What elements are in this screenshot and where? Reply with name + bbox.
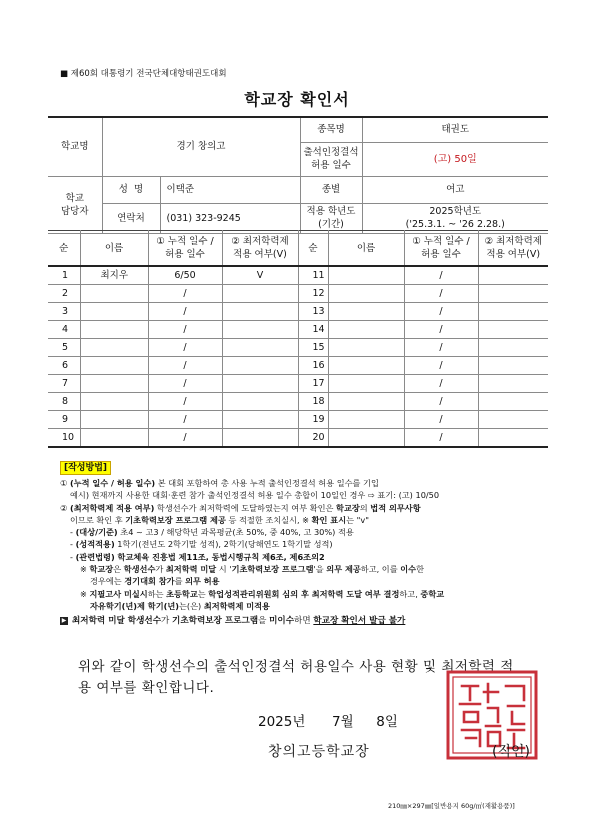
student-name (328, 266, 404, 285)
seal-label: (직인) (492, 744, 530, 760)
inst-l7b: (관련법령) 학교체육 진흥법 제11조, 동법시행규칙 제6조, 제6조의2 (75, 551, 325, 562)
header-name: 이름 (80, 231, 148, 267)
header-days-line2: 허용 일수 (165, 249, 205, 260)
student-name (328, 303, 404, 321)
min-academic-check (222, 429, 298, 448)
table-row (48, 303, 548, 321)
inst-l9d: 의무 허용 (185, 576, 220, 587)
header-no-2: 순 (298, 231, 328, 267)
event-value: 태권도 (362, 117, 548, 142)
header-check-2-line2: 적용 여부(V) (486, 249, 541, 260)
inst-l3b: (최저학력제 적용 여부) (69, 502, 155, 513)
inst-l8e: 가 (155, 564, 166, 575)
inst-l4a: 이므로 확인 후 (70, 514, 126, 525)
inst-l6b: (성적적용) (75, 539, 115, 550)
header-check-line1: ② 최저학력제 (231, 236, 289, 247)
header-check-2 (478, 231, 548, 267)
event-header-note: ■ 제60회 대통령기 전국단체대항태권도대회 (60, 69, 227, 79)
days-ratio: / (404, 429, 478, 448)
table-row (48, 375, 548, 393)
inst-l11c: 최저학력제 미적용 (203, 600, 270, 611)
school-label: 학교명 (48, 117, 102, 176)
inst-l4e: 는 "v" (346, 514, 370, 525)
manager-name-value: 이택준 (160, 176, 300, 203)
inst-l4c: 등 적절한 조치실시, ※ (225, 514, 312, 525)
student-name (328, 357, 404, 375)
inst-l9a: 경우에는 (90, 576, 125, 587)
inst-l5a: - (70, 527, 76, 538)
inst-l10c: 하는 (147, 588, 167, 599)
contact-value: (031) 323-9245 (160, 203, 300, 233)
student-name (80, 285, 148, 303)
row-number: 18 (298, 393, 328, 411)
min-academic-check (478, 285, 548, 303)
min-academic-check: V (222, 266, 298, 285)
student-name: 최지우 (80, 266, 148, 285)
days-ratio: 6/50 (148, 266, 222, 285)
row-number: 10 (48, 429, 80, 448)
date-year: 2025년 (258, 714, 306, 730)
row-number: 17 (298, 375, 328, 393)
notice-d: 을 (258, 616, 270, 627)
notice-b: 가 (161, 616, 173, 627)
inst-l1c: 본 대회 포함하여 총 사용 누적 출석인정결석 허용 일수를 기입 (155, 478, 379, 488)
year-value (362, 203, 548, 233)
notice-line (60, 615, 405, 627)
notice-a: 최저학력 미달 학생선수 (72, 616, 161, 627)
allow-days-label-line1: 출석인정결석 (303, 147, 359, 158)
min-academic-check (478, 393, 548, 411)
days-ratio: / (148, 393, 222, 411)
allow-days-label (300, 142, 362, 176)
min-academic-check (222, 357, 298, 375)
inst-l8g: 시 ' (216, 564, 232, 575)
days-ratio: / (148, 321, 222, 339)
inst-l8k: 하고, 이를 (360, 564, 401, 575)
inst-l10b: 지필고사 미실시 (89, 588, 148, 599)
date-month: 7월 (332, 714, 354, 730)
table-row (48, 266, 548, 285)
school-info-table (48, 116, 548, 234)
inst-l3c: 학생선수가 최저학력에 도달하였는지 여부 확인은 (154, 502, 337, 513)
days-ratio: / (404, 303, 478, 321)
days-ratio: / (404, 357, 478, 375)
student-name (328, 411, 404, 429)
inst-l6a: - (70, 539, 76, 550)
min-academic-check (478, 375, 548, 393)
row-number: 4 (48, 321, 80, 339)
header-days-line1: ① 누적 일수 / (156, 236, 214, 247)
table-row (48, 339, 548, 357)
inst-l7a: - (70, 551, 76, 562)
days-ratio: / (404, 339, 478, 357)
inst-l10g: 하고, (399, 588, 421, 599)
principal-title: 창의고등학교장 (268, 744, 370, 760)
header-days (148, 231, 222, 267)
inst-l11b: 는(은) (179, 600, 204, 611)
header-name-2: 이름 (328, 231, 404, 267)
student-name (80, 411, 148, 429)
min-academic-check (478, 266, 548, 285)
header-check (222, 231, 298, 267)
min-academic-check (478, 303, 548, 321)
student-name (80, 303, 148, 321)
year-value-line2: ('25.3.1. ~ '26 2.28.) (405, 219, 505, 230)
student-name (80, 357, 148, 375)
year-label (300, 203, 362, 233)
inst-l10h: 중학교 (420, 588, 445, 599)
notice-g: 학교장 확인서 발급 불가 (313, 616, 406, 627)
table-row (48, 357, 548, 375)
manager-name-label: 성 명 (102, 176, 160, 203)
notice-f: 하면 (294, 616, 314, 627)
notice-e: 미이수 (269, 616, 295, 627)
student-name (80, 339, 148, 357)
student-roster-table (48, 230, 548, 448)
table-row (48, 429, 548, 448)
row-number: 16 (298, 357, 328, 375)
min-academic-check (222, 375, 298, 393)
days-ratio: / (148, 303, 222, 321)
min-academic-check (222, 285, 298, 303)
notice-c: 기초학력보장 프로그램 (172, 616, 259, 627)
inst-l8f: 최저학력 미달 (165, 564, 217, 575)
school-value: 경기 창의고 (102, 117, 300, 176)
row-number: 6 (48, 357, 80, 375)
event-label: 종목명 (300, 117, 362, 142)
inst-l8d: 학생선수 (123, 564, 156, 575)
inst-l8i: '을 (313, 564, 327, 575)
inst-l4b: 기초학력보장 프로그램 제공 (125, 514, 226, 525)
gender-value: 여고 (362, 176, 548, 203)
days-ratio: / (148, 375, 222, 393)
row-number: 11 (298, 266, 328, 285)
min-academic-check (478, 357, 548, 375)
inst-l8c: 은 (113, 564, 124, 575)
inst-l8l: 이수 (400, 564, 417, 575)
min-academic-check (478, 321, 548, 339)
min-academic-check (222, 339, 298, 357)
student-name (328, 393, 404, 411)
row-number: 20 (298, 429, 328, 448)
header-days-2-line2: 허용 일수 (421, 249, 461, 260)
header-check-line2: 적용 여부(V) (233, 249, 287, 260)
student-name (328, 339, 404, 357)
row-number: 5 (48, 339, 80, 357)
row-number: 15 (298, 339, 328, 357)
contact-label: 연락처 (102, 203, 160, 233)
student-name (80, 321, 148, 339)
row-number: 12 (298, 285, 328, 303)
row-number: 1 (48, 266, 80, 285)
days-ratio: / (148, 285, 222, 303)
inst-l10a: ※ (80, 588, 90, 599)
table-row (48, 393, 548, 411)
allow-days-value: (고) 50일 (362, 142, 548, 176)
inst-l9b: 경기대회 참가 (124, 576, 175, 587)
inst-l1b: (누적 일수 / 허용 일수) (69, 478, 156, 488)
manager-label-line1: 학교 (65, 192, 84, 204)
row-number: 2 (48, 285, 80, 303)
table-row (48, 411, 548, 429)
page-title: 학교장 확인서 (244, 90, 350, 109)
inst-l10f: 학업성적관리위원회 심의 후 최저학력 도달 여부 결정 (208, 588, 400, 599)
student-name (328, 285, 404, 303)
roster-body (48, 266, 548, 447)
inst-l8a: ※ (80, 564, 90, 575)
year-value-line1: 2025학년도 (429, 206, 482, 217)
row-number: 19 (298, 411, 328, 429)
allow-days-label-line2: 허용 일수 (311, 160, 351, 171)
min-academic-check (478, 339, 548, 357)
inst-l6c: 1학기(전년도 2학기말 성적), 2학기(당해연도 1학기말 성적) (114, 539, 333, 550)
header-no: 순 (48, 231, 80, 267)
year-label-line1: 적용 학년도 (306, 206, 356, 217)
inst-l3f: 법적 의무사항 (370, 502, 421, 513)
table-row (48, 285, 548, 303)
header-days-2 (404, 231, 478, 267)
issue-date (258, 710, 398, 730)
row-number: 14 (298, 321, 328, 339)
days-ratio: / (148, 411, 222, 429)
student-name (328, 321, 404, 339)
paper-spec-footer: 210㎜×297㎜[일반용지 60g/㎡(재활용품)] (388, 802, 515, 810)
days-ratio: / (404, 285, 478, 303)
inst-l8b: 학교장 (89, 564, 114, 575)
inst-l9c: 를 (174, 576, 186, 587)
date-day: 8일 (376, 714, 398, 730)
student-name (328, 375, 404, 393)
days-ratio: / (404, 411, 478, 429)
inst-l10d: 초등학교 (166, 588, 198, 599)
days-ratio: / (148, 339, 222, 357)
inst-l4d: 확인 표시 (311, 514, 347, 525)
row-number: 9 (48, 411, 80, 429)
days-ratio: / (148, 357, 222, 375)
confirmation-statement: 위와 같이 학생선수의 출석인정결석 허용일수 사용 현황 및 최저학력 적용 여부를 확인합니다. (78, 659, 514, 696)
min-academic-check (222, 411, 298, 429)
inst-l10e: 는 (197, 588, 209, 599)
student-name (80, 429, 148, 448)
writing-instructions (60, 461, 546, 628)
min-academic-check (222, 303, 298, 321)
header-check-2-line1: ② 최저학력제 (484, 236, 542, 247)
row-number: 13 (298, 303, 328, 321)
row-number: 8 (48, 393, 80, 411)
row-number: 7 (48, 375, 80, 393)
year-label-line2: (기간) (318, 219, 344, 230)
days-ratio: / (404, 266, 478, 285)
student-name (80, 375, 148, 393)
days-ratio: / (404, 375, 478, 393)
inst-l3a: ② (60, 502, 70, 513)
manager-label-line2: 담당자 (60, 205, 89, 217)
inst-l1a: ① (60, 478, 70, 488)
min-academic-check (478, 429, 548, 448)
inst-l5b: (대상/기준) (75, 527, 118, 538)
student-name (328, 429, 404, 448)
inst-l8m: 한 (416, 564, 424, 575)
days-ratio: / (404, 393, 478, 411)
instructions-tag: [작성방법] (60, 461, 111, 475)
days-ratio: / (404, 321, 478, 339)
days-ratio: / (148, 429, 222, 448)
min-academic-check (222, 393, 298, 411)
inst-l5c: 초4 ~ 고3 / 해당학년 과목평균(초 50%, 중 40%, 고 30%) 적용 (117, 527, 354, 538)
inst-l8j: 의무 제공 (326, 564, 361, 575)
student-name (80, 393, 148, 411)
table-row (48, 321, 548, 339)
inst-l3e: 의 (359, 502, 371, 513)
min-academic-check (222, 321, 298, 339)
manager-label (48, 176, 102, 233)
gender-label: 종별 (300, 176, 362, 203)
min-academic-check (478, 411, 548, 429)
inst-l8h: 기초학력보장 프로그램 (231, 564, 314, 575)
inst-l2: 예시) 현재까지 사용한 대회·훈련 참가 출석인정결석 허용 일수 총합이 10일인 경우 ⇨ 표기: (고) 10/50 (70, 490, 440, 501)
arrow-box-icon: ▶ (61, 616, 67, 624)
header-days-2-line1: ① 누적 일수 / (412, 236, 470, 247)
row-number: 3 (48, 303, 80, 321)
inst-l3d: 학교장 (336, 502, 360, 513)
inst-l11a: 자유학기(년)제 학기(년) (90, 600, 180, 611)
